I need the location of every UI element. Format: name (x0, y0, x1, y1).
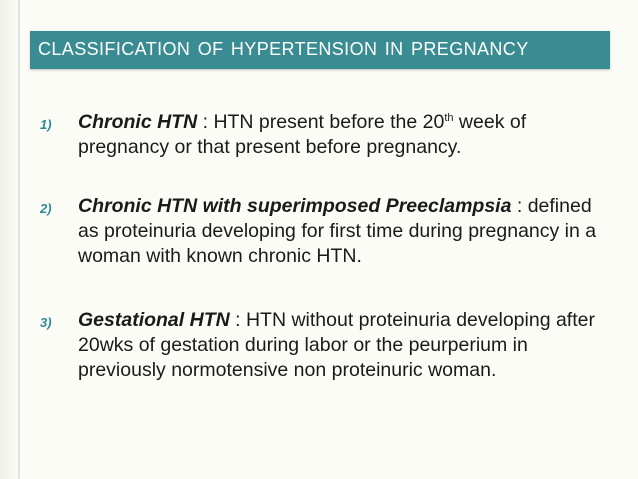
item-body (78, 110, 608, 160)
item-text: defined as proteinuria developing for first time during pregnancy in a woman with known chronic HTN. (78, 195, 597, 267)
item-body (78, 194, 608, 269)
item-body (78, 308, 608, 383)
item-term: Gestational HTN (78, 309, 230, 331)
item-text-continued: week of pregnancy or that present before pregnancy. (78, 111, 527, 158)
left-shade (0, 0, 20, 479)
item-number: 3) (40, 315, 52, 330)
item-term: Chronic HTN with superimposed Preeclampsia (78, 195, 512, 217)
item-term: Chronic HTN (78, 111, 198, 133)
slide-title: CLASSIFICATION OF HYPERTENSION IN PREGNANCY (38, 39, 529, 59)
item-text: HTN present before the 20 (213, 111, 445, 133)
item-text: HTN without proteinuria developing after 20wks of gestation during labor or the peurperium in previously normotensive non proteinuric woman. (78, 309, 595, 381)
item-separator: : (229, 309, 246, 331)
item-separator: : (511, 195, 528, 217)
left-curve-line (18, 0, 72, 479)
superscript-th: th (444, 112, 454, 124)
item-number: 1) (40, 117, 52, 132)
item-separator: : (197, 111, 214, 133)
slide-left-decoration (0, 0, 72, 479)
title-bar (30, 31, 610, 69)
item-number: 2) (40, 201, 52, 216)
